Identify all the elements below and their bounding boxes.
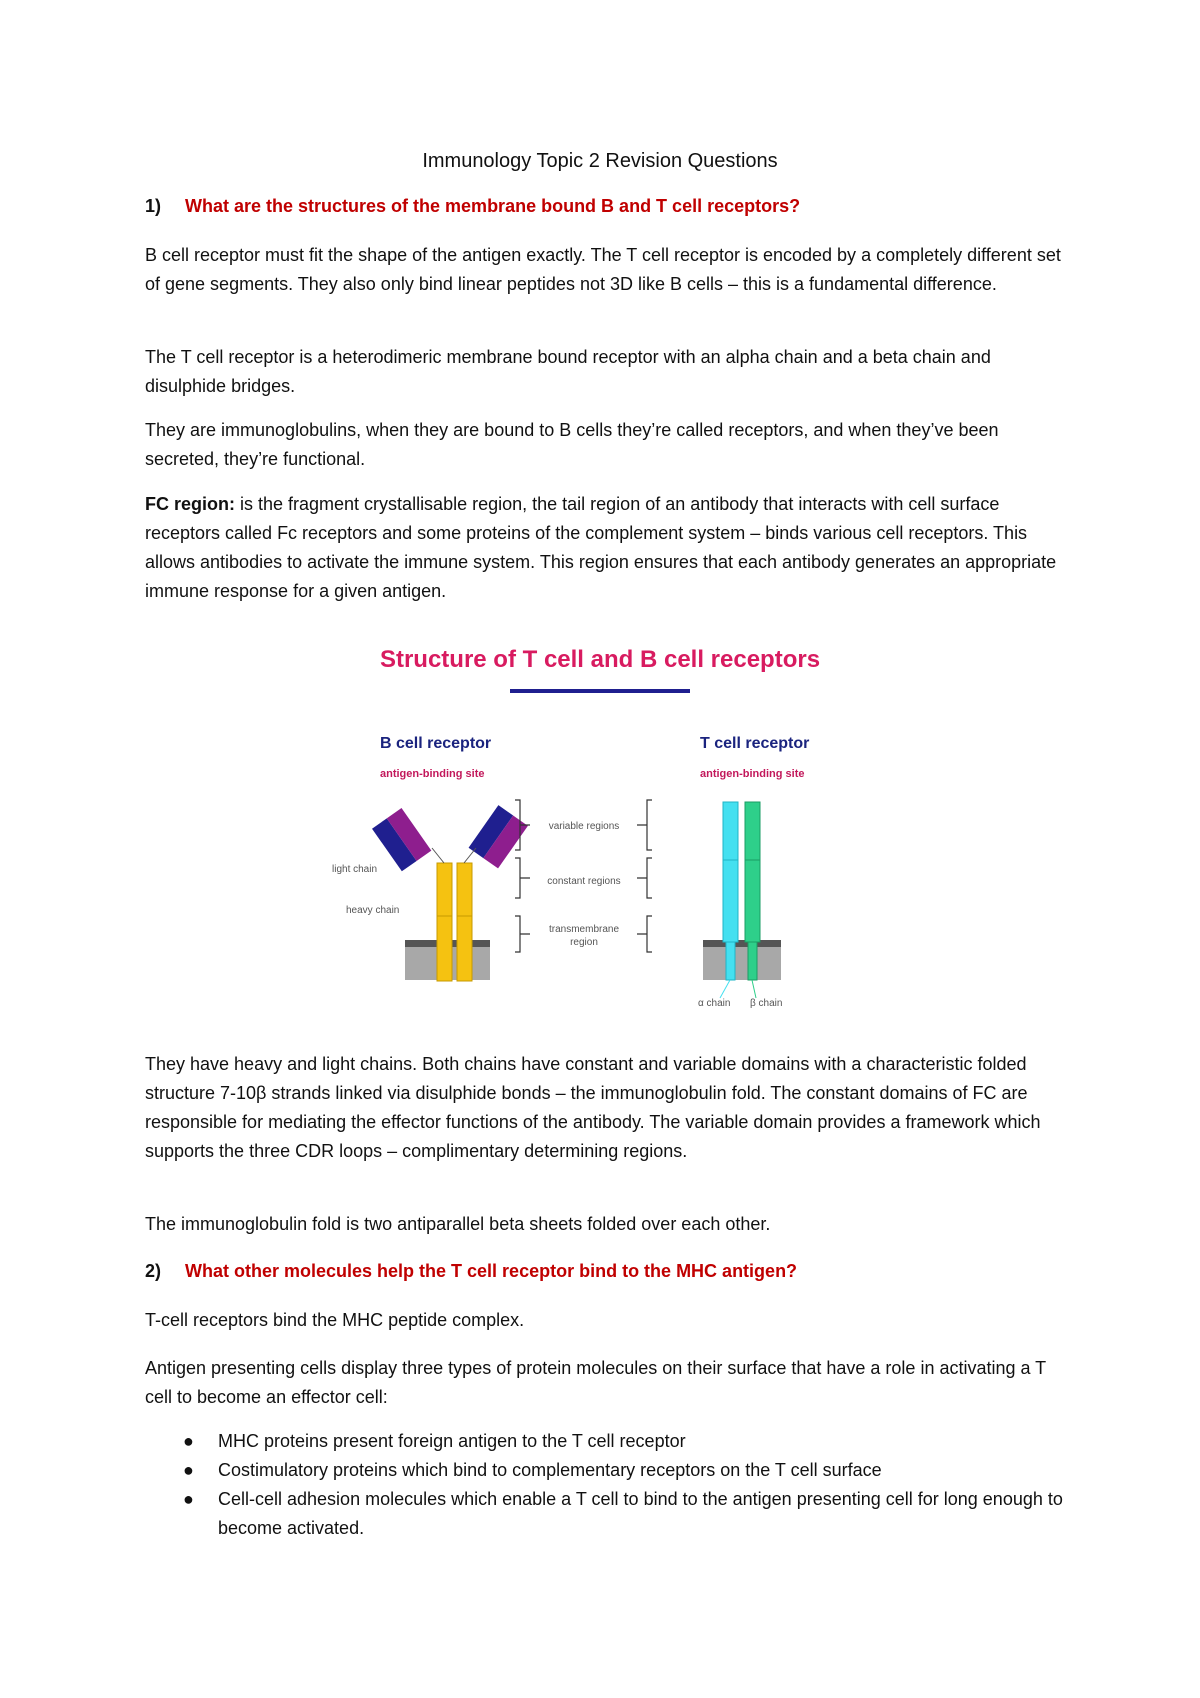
heavy-chain-right	[457, 863, 472, 981]
title-underline	[510, 689, 690, 693]
transmembrane-label-1: transmembrane	[548, 924, 620, 935]
b-bracket-constant	[515, 858, 530, 898]
t-bracket-variable	[637, 800, 652, 850]
b-cell-site-label: antigen-binding site	[380, 768, 485, 780]
paragraph-5: They have heavy and light chains. Both chains have constant and variable domains with a characteristic folded structure 7-10β strands linked via disulphide bonds – the immunoglobulin fold. The constant domains of FC are responsible for mediating the effector functions of the antibody. The variable domain provides a framework which supports the three CDR loops – complimentary determining regions.	[145, 1054, 1041, 1161]
apc-molecules-list	[145, 1427, 1065, 1543]
question-2-text: What other molecules help the T cell receptor bind to the MHC antigen?	[185, 1261, 798, 1281]
alpha-chain-constant	[723, 860, 738, 942]
transmembrane-label-2: region	[570, 937, 598, 948]
receptor-diagram	[332, 640, 860, 1020]
b-cell-left-arm	[372, 808, 431, 871]
question-1-number: 1)	[145, 196, 162, 216]
t-cell-membrane-edge	[703, 940, 781, 947]
beta-chain-tail	[748, 942, 757, 980]
paragraph-1: B cell receptor must fit the shape of the antigen exactly. The T cell receptor is encoded by a completely different set of gene segments. They also only bind linear peptides not 3D like B cells – this is a fundamental difference.	[145, 245, 1061, 294]
t-cell-membrane	[703, 946, 781, 980]
variable-regions-label: variable regions	[548, 821, 620, 832]
b-bracket-transmembrane	[515, 916, 530, 952]
t-bracket-constant	[637, 858, 652, 898]
fc-region-text: is the fragment crystallisable region, the tail region of an antibody that interacts with cell surface receptors called Fc receptors and some proteins of the complement system – binds various cell receptors. This allows antibodies to activate the immune system. This region ensures that each antibody generates an appropriate immune response for a given antigen.	[145, 494, 1057, 601]
b-cell-right-arm	[469, 805, 528, 868]
list-item-text: MHC proteins present foreign antigen to the T cell receptor	[218, 1431, 686, 1451]
fc-region-term: FC region:	[145, 494, 235, 514]
paragraph-3: They are immunoglobulins, when they are bound to B cells they’re called receptors, and when they’ve been secreted, they’re functional.	[145, 420, 999, 469]
heavy-chain-label: heavy chain	[346, 905, 400, 916]
question-1-text: What are the structures of the membrane bound B and T cell receptors?	[185, 196, 801, 216]
constant-regions-label: constant regions	[547, 876, 621, 887]
list-item-text: Cell-cell adhesion molecules which enable a T cell to bind to the antigen presenting cell for long enough to become activated.	[218, 1489, 1063, 1538]
page-title: Immunology Topic 2 Revision Questions	[422, 150, 778, 172]
heavy-chain-left	[437, 863, 452, 981]
question-2	[145, 1258, 1065, 1284]
t-cell-site-label: antigen-binding site	[700, 768, 805, 780]
alpha-chain-tail	[726, 942, 735, 980]
t-cell-heading: T cell receptor	[700, 735, 810, 752]
paragraph-4	[145, 490, 1065, 606]
figure-title: Structure of T cell and B cell receptors	[379, 646, 821, 673]
paragraph-6: The immunoglobulin fold is two antiparallel beta sheets folded over each other.	[145, 1214, 771, 1234]
alpha-chain-variable	[723, 802, 738, 860]
bullet-dot-icon: ●	[183, 1489, 194, 1509]
alpha-chain-label: α chain	[698, 998, 731, 1009]
list-item	[145, 1456, 1065, 1485]
list-item	[145, 1427, 1065, 1456]
paragraph-8: Antigen presenting cells display three types of protein molecules on their surface that have a role in activating a T cell to become an effector cell:	[145, 1358, 1046, 1407]
t-bracket-transmembrane	[637, 916, 652, 952]
beta-chain-label: β chain	[750, 998, 783, 1009]
bullet-dot-icon: ●	[183, 1460, 194, 1480]
question-1	[145, 193, 1065, 219]
beta-chain-constant	[745, 860, 760, 942]
b-cell-heading: B cell receptor	[380, 735, 492, 752]
light-chain-label: light chain	[332, 864, 378, 875]
paragraph-7: T-cell receptors bind the MHC peptide complex.	[145, 1310, 525, 1330]
bullet-dot-icon: ●	[183, 1431, 194, 1451]
list-item-text: Costimulatory proteins which bind to complementary receptors on the T cell surface	[218, 1460, 882, 1480]
receptor-structure-figure	[332, 640, 860, 1020]
paragraph-2: The T cell receptor is a heterodimeric membrane bound receptor with an alpha chain and a beta chain and disulphide bridges.	[145, 347, 991, 396]
list-item	[145, 1485, 1065, 1543]
question-2-number: 2)	[145, 1261, 162, 1281]
beta-chain-variable	[745, 802, 760, 860]
